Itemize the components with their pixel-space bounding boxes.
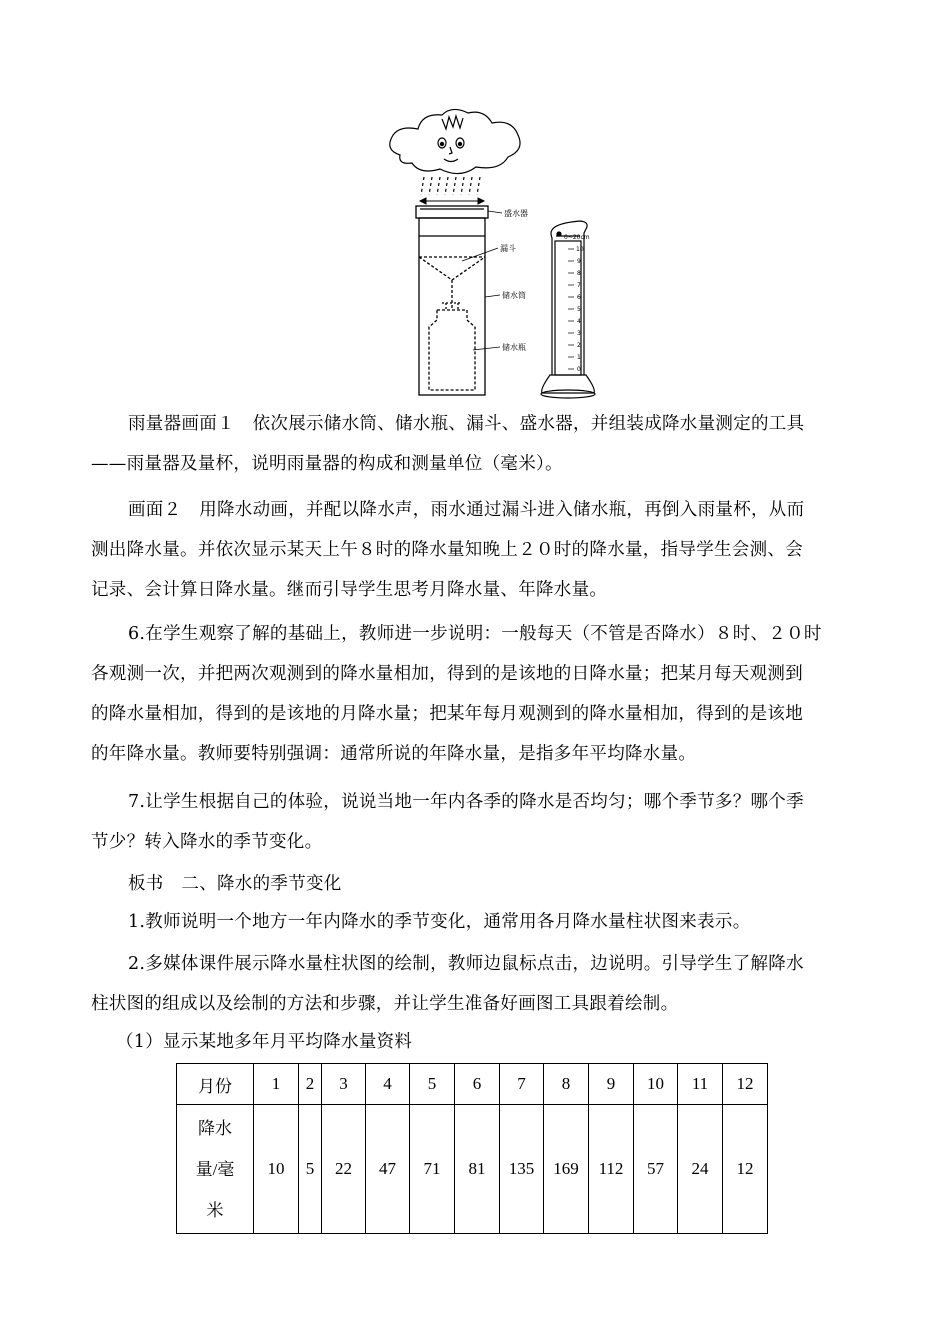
- rainfall-table: [176, 1063, 768, 1234]
- month-cell: 10: [634, 1064, 678, 1105]
- svg-text:9: 9: [577, 258, 581, 265]
- funnel-top-label: 盛水器: [504, 209, 528, 218]
- rain-drops: [421, 177, 480, 195]
- rainfall-cell: 5: [299, 1105, 322, 1234]
- svg-text:3: 3: [577, 330, 581, 337]
- month-cell: 5: [410, 1064, 455, 1105]
- paragraph-item-6: 6.在学生观察了解的基础上，教师进一步说明：一般每天（不管是否降水）８时、２０时 各观测一次，并把两次观测到的降水量相加，得到的是该地的日降水量；把某月每天观测到 的降水量相加，得到的是该地的月降水量；把某年每月观测到的降水量相加，得到的是该地 的年降水量。教师要特别强调：通常所说的年降水量，是指多年平均降水量。: [91, 624, 822, 764]
- rainfall-label-cell: 降水 量/毫 米: [177, 1105, 254, 1234]
- cylinder-scale: [568, 249, 574, 369]
- month-cell: 6: [455, 1064, 500, 1105]
- rainfall-cell: 12: [723, 1105, 768, 1234]
- table-row-months: [177, 1064, 768, 1105]
- rainfall-cell: 81: [455, 1105, 500, 1234]
- rainfall-cell: 47: [366, 1105, 410, 1234]
- month-cell: 12: [723, 1064, 768, 1105]
- month-cell: 3: [322, 1064, 366, 1105]
- paragraph-item-7: 7.让学生根据自己的体验，说说当地一年内各季的降水是否均匀；哪个季节多？哪个季 节少？转入降水的季节变化。: [91, 792, 804, 852]
- cylinder-header: 0~20cm: [564, 234, 590, 241]
- svg-text:10: 10: [576, 246, 584, 253]
- rainfall-cell: 22: [322, 1105, 366, 1234]
- rainfall-cell: 169: [544, 1105, 589, 1234]
- month-cell: 8: [544, 1064, 589, 1105]
- table-row-rainfall: [177, 1105, 768, 1234]
- blackboard-heading: 板书 二、降水的季节变化: [128, 874, 342, 894]
- svg-text:1: 1: [577, 354, 581, 361]
- funnel-label: 漏斗: [500, 244, 516, 253]
- cylinder-label: 储水筒: [502, 291, 526, 300]
- paragraph-gauge-screen-2: 画面２ 用降水动画，并配以降水声，雨水通过漏斗进入储水瓶，再倒入雨量杯，从而 测出降水量。并依次显示某天上午８时的降水量知晚上２０时的降水量，指导学生会测、会 记录、会计算日降水量。继而引导学生思考月降水量、年降水量。: [91, 500, 805, 600]
- paragraph-step-2: 2.多媒体课件展示降水量柱状图的绘制，教师边鼠标点击，边说明。引导学生了解降水 柱状图的组成以及绘制的方法和步骤，并让学生准备好画图工具跟着绘制。: [91, 954, 804, 1014]
- month-cell: 2: [299, 1064, 322, 1105]
- svg-text:7: 7: [577, 282, 581, 289]
- month-cell: 4: [366, 1064, 410, 1105]
- svg-text:2: 2: [577, 342, 581, 349]
- month-cell: 9: [589, 1064, 634, 1105]
- month-cell: 11: [678, 1064, 723, 1105]
- rain-gauge: [416, 206, 488, 395]
- svg-text:5: 5: [577, 306, 581, 313]
- rainfall-cell: 57: [634, 1105, 678, 1234]
- svg-text:4: 4: [577, 318, 581, 325]
- month-label-cell: 月份: [177, 1064, 254, 1105]
- paragraph-gauge-screen-1: 雨量器画面１ 依次展示储水筒、储水瓶、漏斗、盛水器，并组装成降水量测定的工具 ——雨量器及量杯，说明雨量器的构成和测量单位（毫米）。: [91, 414, 805, 474]
- cloud-face-icon: [390, 109, 520, 173]
- measuring-cylinder: [541, 221, 595, 398]
- month-cell: 1: [254, 1064, 299, 1105]
- rainfall-cell: 24: [678, 1105, 723, 1234]
- rainfall-cell: 71: [410, 1105, 455, 1234]
- paragraph-step-1: 1.教师说明一个地方一年内降水的季节变化，通常用各月降水量柱状图来表示。: [128, 912, 751, 932]
- rainfall-cell: 135: [500, 1105, 544, 1234]
- paragraph-substep-1: （1）显示某地多年月平均降水量资料: [116, 1032, 413, 1052]
- month-cell: 7: [500, 1064, 544, 1105]
- rainfall-cell: 112: [589, 1105, 634, 1234]
- svg-text:8: 8: [577, 270, 581, 277]
- rainfall-cell: 10: [254, 1105, 299, 1234]
- width-arrow: [420, 198, 484, 204]
- bottle-label: 储水瓶: [502, 343, 526, 352]
- svg-text:6: 6: [577, 294, 581, 301]
- svg-text:0: 0: [577, 366, 581, 373]
- rain-gauge-figure: [380, 105, 620, 400]
